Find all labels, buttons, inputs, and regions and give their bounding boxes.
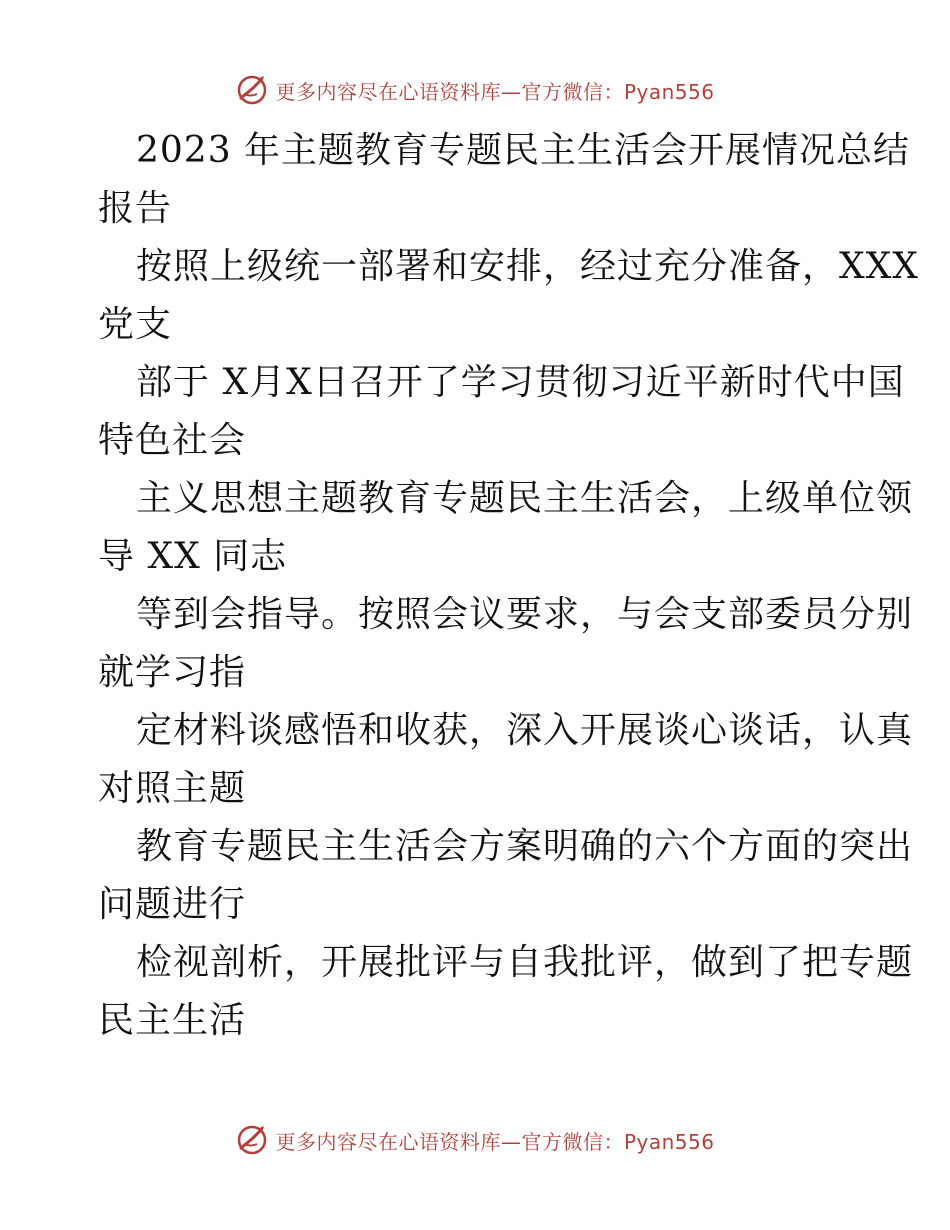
- paragraph-line: 部于 X月X日召开了学习贯彻习近平新时代中国: [136, 362, 905, 403]
- paragraph-line-wrap: 对照主题: [98, 768, 247, 809]
- paragraph-line: 定材料谈感悟和收获，深入开展谈心谈话，认真: [136, 710, 914, 751]
- pen-circle-logo-icon: [235, 1123, 269, 1157]
- paragraph-line: 主义思想主题教育专题民主生活会，上级单位领: [136, 478, 914, 519]
- document-title-line-continued: 报告: [98, 188, 173, 229]
- footer-watermark-text: 更多内容尽在心语资料库—官方微信：Pyan556: [275, 1129, 715, 1154]
- pen-circle-logo-icon: [235, 73, 269, 107]
- header-watermark-text: 更多内容尽在心语资料库—官方微信：Pyan556: [275, 79, 715, 104]
- paragraph-line-wrap: 导 XX 同志: [98, 536, 288, 577]
- document-body: [98, 122, 919, 1050]
- paragraph-line: 按照上级统一部署和安排，经过充分准备，XXX: [136, 246, 919, 287]
- paragraph-line: 教育专题民主生活会方案明确的六个方面的突出: [136, 826, 914, 867]
- footer-watermark-banner: [0, 1120, 950, 1160]
- paragraph-line-wrap: 党支: [98, 304, 173, 345]
- paragraph-line-wrap: 民主生活: [98, 1000, 247, 1041]
- paragraph-line-wrap: 问题进行: [98, 884, 247, 925]
- paragraph-line: 等到会指导。按照会议要求，与会支部委员分别: [136, 594, 914, 635]
- header-watermark-banner: [0, 70, 950, 110]
- document-title-line: 2023 年主题教育专题民主生活会开展情况总结: [136, 130, 911, 171]
- paragraph-line: 检视剖析，开展批评与自我批评，做到了把专题: [136, 942, 914, 983]
- paragraph-line-wrap: 特色社会: [98, 420, 247, 461]
- paragraph-line-wrap: 就学习指: [98, 652, 247, 693]
